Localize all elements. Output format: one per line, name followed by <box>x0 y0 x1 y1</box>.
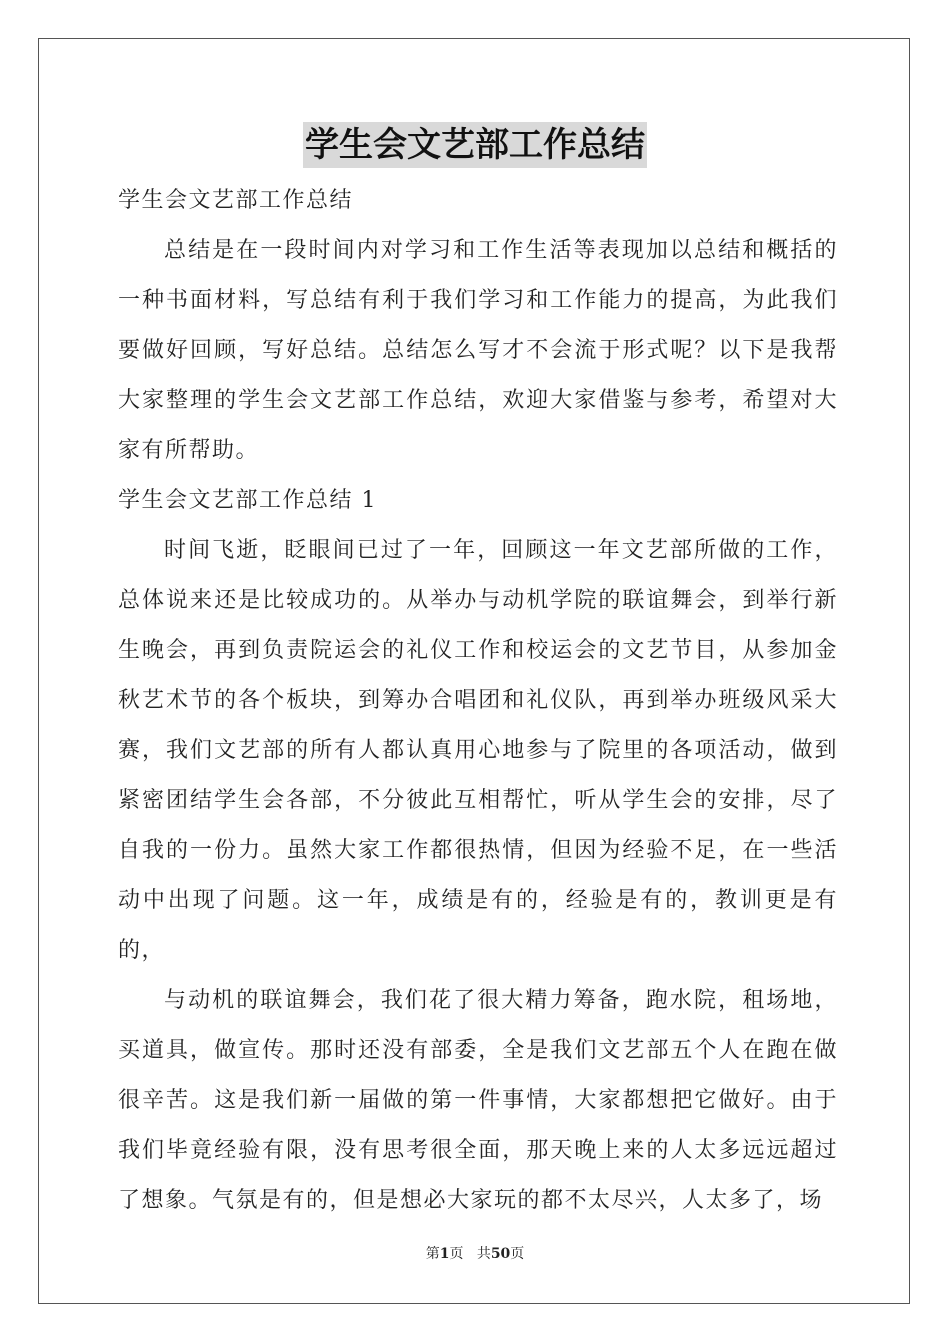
page-label-prefix: 第 <box>425 1246 440 1262</box>
body-paragraph: 时间飞逝，眨眼间已过了一年，回顾这一年文艺部所做的工作，总体说来还是比较成功的。从举办与动机学院的联谊舞会，到举行新生晚会，再到负责院运会的礼仪工作和校运会的文艺节目，从参加金秋艺术节的各个板块，到筹办合唱团和礼仪队，再到举办班级风采大赛，我们文艺部的所有人都认真用心地参与了院里的各项活动，做到紧密团结学生会各部，不分彼此互相帮忙，听从学生会的安排，尽了自我的一份力。虽然大家工作都很热情，但因为经验不足，在一些活动中出现了问题。这一年，成绩是有的，经验是有的，教训更是有的， <box>118 538 838 963</box>
page-label-suffix: 页 <box>449 1246 464 1262</box>
section-heading: 学生会文艺部工作总结 1 <box>118 488 377 513</box>
body-paragraph: 总结是在一段时间内对学习和工作生活等表现加以总结和概括的一种书面材料，写总结有利于我们学习和工作能力的提高，为此我们要做好回顾，写好总结。总结怎么写才不会流于形式呢？以下是我帮大家整理的学生会文艺部工作总结，欢迎大家借鉴与参考，希望对大家有所帮助。 <box>118 238 838 463</box>
title-container <box>0 122 950 168</box>
body-paragraph: 与动机的联谊舞会，我们花了很大精力筹备，跑水院，租场地，买道具，做宣传。那时还没有部委，全是我们文艺部五个人在跑在做很辛苦。这是我们新一届做的第一件事情，大家都想把它做好。由于我们毕竟经验有限，没有思考很全面，那天晚上来的人太多远远超过了想象。气氛是有的，但是想必大家玩的都不太尽兴，人太多了，场 <box>118 988 838 1213</box>
total-pages: 50 <box>490 1246 511 1262</box>
document-title: 学生会文艺部工作总结 <box>303 122 647 168</box>
page-number: 1 <box>439 1246 450 1262</box>
page-footer <box>0 1244 950 1264</box>
document-body <box>118 176 838 1226</box>
section-heading: 学生会文艺部工作总结 <box>118 188 354 213</box>
total-label-prefix: 共 <box>476 1246 491 1262</box>
total-label-suffix: 页 <box>510 1246 525 1262</box>
